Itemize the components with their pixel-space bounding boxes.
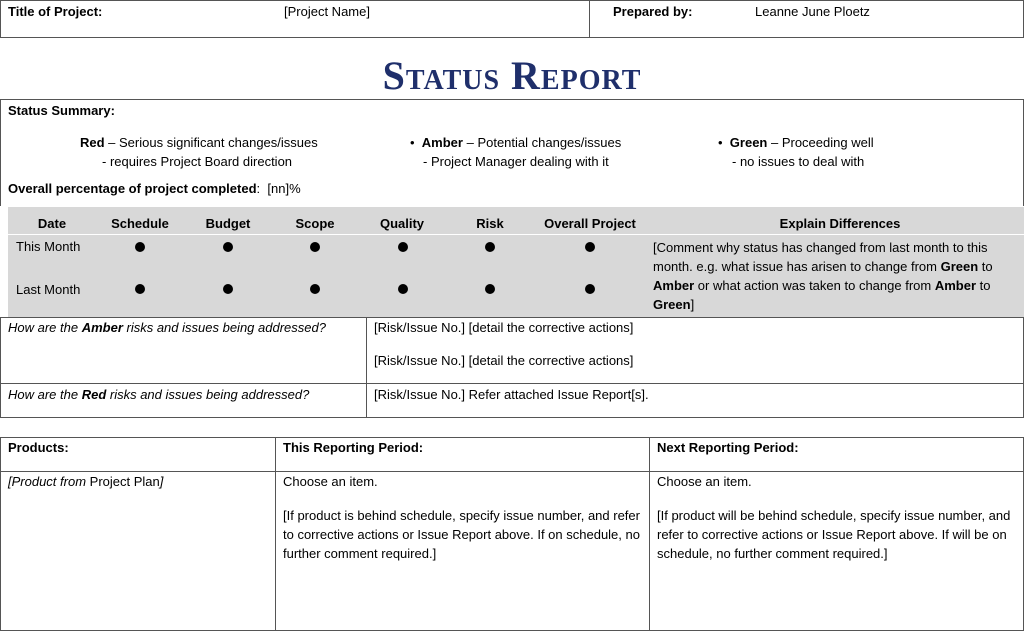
- this-period-header: This Reporting Period:: [283, 440, 424, 455]
- amber-risk-action-2[interactable]: [Risk/Issue No.] [detail the corrective actions]: [374, 353, 634, 368]
- prepared-by-label: Prepared by:: [613, 4, 693, 19]
- status-dot-last-quality[interactable]: [398, 284, 408, 294]
- this-period-choose-item[interactable]: Choose an item.: [283, 474, 378, 489]
- next-period-comment[interactable]: [If product will be behind schedule, specify issue number, and refer to corrective actions or Issue Report above. If will be on schedule, no further comment required.]: [657, 508, 1011, 561]
- overall-percentage-line: Overall percentage of project completed: [nn]%: [8, 181, 301, 196]
- col-budget: Budget: [205, 216, 251, 231]
- amber-risk-question: How are the Amber risks and issues being addressed?: [8, 320, 326, 335]
- legend-red: Red – Serious significant changes/issues: [80, 135, 318, 150]
- product-cell: [0, 471, 276, 631]
- row-label-this-month: This Month: [16, 239, 81, 254]
- overall-percentage-field[interactable]: [nn]: [267, 181, 290, 196]
- col-schedule: Schedule: [111, 216, 169, 231]
- next-period-header: Next Reporting Period:: [657, 440, 799, 455]
- title-of-project-label: Title of Project:: [8, 4, 103, 19]
- red-risk-action[interactable]: [Risk/Issue No.] Refer attached Issue Report[s].: [374, 387, 649, 402]
- col-overall-project: Overall Project: [544, 216, 636, 231]
- status-grid-header-divider: [8, 234, 1024, 235]
- status-dot-this-risk[interactable]: [485, 242, 495, 252]
- row-label-last-month: Last Month: [16, 282, 81, 297]
- status-dot-this-quality[interactable]: [398, 242, 408, 252]
- bullet-icon: •: [718, 135, 723, 150]
- status-dot-this-budget[interactable]: [223, 242, 233, 252]
- status-dot-last-risk[interactable]: [485, 284, 495, 294]
- amber-risk-action-1[interactable]: [Risk/Issue No.] [detail the corrective actions]: [374, 320, 634, 335]
- status-dot-this-schedule[interactable]: [135, 242, 145, 252]
- bullet-icon: •: [410, 135, 415, 150]
- products-header: Products:: [8, 440, 69, 455]
- legend-red-sub: - requires Project Board direction: [102, 154, 293, 169]
- col-quality: Quality: [379, 216, 425, 231]
- legend-green: • Green – Proceeding well: [718, 135, 874, 150]
- status-dot-this-scope[interactable]: [310, 242, 320, 252]
- prepared-by-field[interactable]: Leanne June Ploetz: [755, 4, 870, 19]
- col-risk: Risk: [476, 216, 504, 231]
- col-explain-differences: Explain Differences: [779, 216, 901, 231]
- col-scope: Scope: [295, 216, 335, 231]
- legend-amber-sub: - Project Manager dealing with it: [423, 154, 609, 169]
- status-dot-this-overall[interactable]: [585, 242, 595, 252]
- legend-green-sub: - no issues to deal with: [732, 154, 865, 169]
- explain-differences-text[interactable]: [Comment why status has changed from last month to this month. e.g. what issue has arisen to change from Green to Amber or what action was taken to change from Amber to Green]: [653, 240, 993, 312]
- red-risk-question: How are the Red risks and issues being addressed?: [8, 387, 310, 402]
- status-dot-last-budget[interactable]: [223, 284, 233, 294]
- product-name-field[interactable]: [Product from Project Plan]: [8, 474, 164, 489]
- status-dot-last-scope[interactable]: [310, 284, 320, 294]
- status-dot-last-overall[interactable]: [585, 284, 595, 294]
- next-period-choose-item[interactable]: Choose an item.: [657, 474, 752, 489]
- project-name-field[interactable]: [Project Name]: [284, 4, 370, 19]
- col-date: Date: [37, 216, 67, 231]
- report-title: Status Report: [382, 53, 642, 98]
- status-dot-last-schedule[interactable]: [135, 284, 145, 294]
- legend-amber: • Amber – Potential changes/issues: [410, 135, 622, 150]
- this-period-comment[interactable]: [If product is behind schedule, specify issue number, and refer to corrective actions or Issue Report above. If on schedule, no further comment required.]: [283, 508, 640, 561]
- status-summary-label: Status Summary:: [8, 103, 115, 118]
